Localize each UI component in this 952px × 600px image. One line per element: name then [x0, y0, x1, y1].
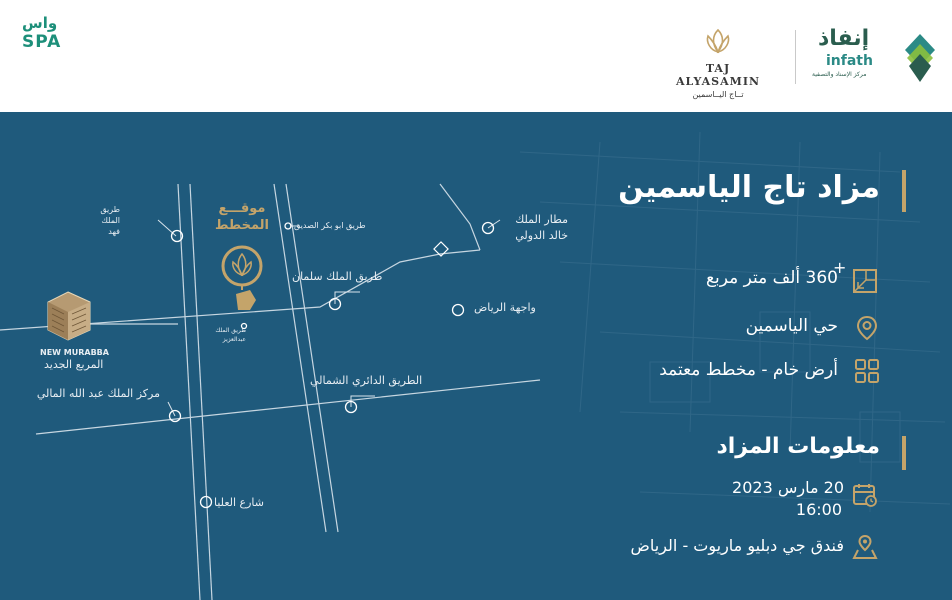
- infath-logo-subtitle: مركز الإسناد والتصفية: [812, 71, 867, 78]
- auction-title: مزاد تاج الياسمين: [618, 170, 880, 205]
- taj-logo-arabic: تــاج اليــاسمين: [692, 90, 744, 99]
- map-label-king-fahd-road: طريق الملك فهد: [100, 205, 120, 236]
- area-plus-sign: +: [833, 258, 847, 277]
- map-label-airport: مطار الملك خالد الدولي: [515, 213, 568, 242]
- header-bar: [0, 0, 952, 112]
- map-label-new-murabba-en: NEW MURABBA: [40, 348, 109, 357]
- auction-info-title: معلومات المزاد: [716, 434, 880, 459]
- map-label-kafd: مركز الملك عبد الله المالي: [36, 387, 160, 400]
- spa-logo-latin: SPA: [22, 32, 62, 52]
- location-text: حي الياسمين: [745, 316, 838, 336]
- map-label-new-murabba-ar: المربع الجديد: [44, 358, 104, 371]
- map-label-riyadh-front: واجهة الرياض: [474, 301, 536, 314]
- venue-map-icon: [852, 534, 878, 560]
- map-label-northern-ring: الطريق الدائري الشمالي: [310, 374, 423, 387]
- grid-plan-icon: [854, 358, 880, 384]
- header-divider: [795, 30, 796, 84]
- land-type-text: أرض خام - مخطط معتمد: [659, 360, 838, 380]
- auction-panel: [0, 112, 952, 600]
- info-accent-bar: [902, 436, 906, 470]
- map-label-olaya-street: شارع العليا: [214, 496, 264, 509]
- taj-alyasamin-logo: [662, 26, 774, 99]
- infath-logo-arabic: إنفاذ: [818, 26, 870, 51]
- calendar-icon: [852, 482, 878, 508]
- map-label-abu-bakr-road: طريق ابو بكر الصديق: [294, 221, 366, 230]
- location-pin-icon: [854, 315, 880, 341]
- auction-time: 16:00: [795, 500, 842, 519]
- auction-venue: فندق جي دبليو ماريوت - الرياض: [630, 536, 844, 555]
- infath-logo: [812, 24, 937, 88]
- map-label-abdulaziz-road: طريق الملك عبدالعزيز: [215, 327, 246, 343]
- infath-logo-english: infath: [826, 53, 873, 69]
- map-label-salman-road: طريق الملك سلمان: [292, 270, 383, 283]
- title-accent-bar: [902, 170, 906, 212]
- auction-date: 20 مارس 2023: [732, 478, 844, 497]
- plan-site-marker: [223, 247, 261, 310]
- area-text: 360 ألف متر مربع: [705, 268, 838, 288]
- area-icon: [852, 268, 878, 294]
- taj-logo-english: TAJ ALYASAMIN: [675, 62, 761, 88]
- lotus-logo-icon: [662, 26, 774, 56]
- map-label-plan-site: موقـــع المخطط: [214, 201, 269, 233]
- spa-logo-arabic: واس: [22, 14, 58, 32]
- new-murabba-cube-icon: [48, 292, 90, 340]
- infath-mark-icon: [903, 32, 937, 84]
- spa-logo: [22, 14, 78, 54]
